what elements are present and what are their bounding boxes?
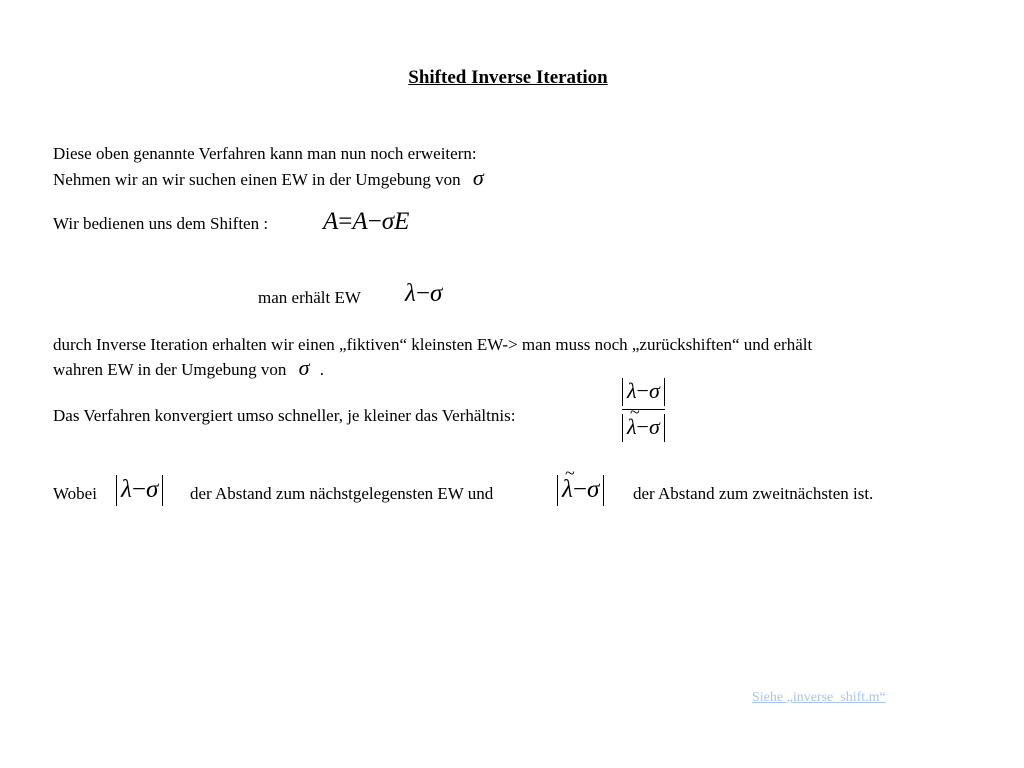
intro-line-2: Nehmen wir an wir suchen einen EW in der Umgebung von σ [53,165,484,190]
shift-line-label: Wir bedienen uns dem Shiften : [53,214,269,233]
lambda-minus-sigma-formula: λ−σ [405,280,443,307]
second-nearest-distance-text: der Abstand zum zweitnächsten ist. [633,484,874,503]
sigma-symbol: σ [472,165,484,190]
nearest-distance-text: der Abstand zum nächstgelegensten EW und [190,484,494,503]
paragraph-line-2: wahren EW in der Umgebung von σ . [53,355,324,380]
intro-line-1: Diese oben genannte Verfahren kann man nun noch erweitern: [53,144,477,163]
wobei-label: Wobei [53,484,97,503]
sigma-symbol-2: σ [298,355,310,380]
eigenvalue-label: man erhält EW [258,288,361,307]
page-title: Shifted Inverse Iteration [408,67,608,88]
convergence-line: Das Verfahren konvergiert umso schneller, je kleiner das Verhältnis: [53,406,516,425]
ratio-fraction [622,378,665,442]
second-nearest-distance-formula: ~ λ−σ [557,475,604,506]
nearest-distance-formula: λ−σ [116,475,163,506]
inverse-shift-link[interactable]: Siehe „inverse_shift.m“ [752,690,886,705]
ratio-numerator: λ−σ [622,378,665,410]
ratio-denominator: ~ λ−σ [622,410,665,442]
shift-formula: A=A−σE [323,208,410,235]
paragraph-line-1: durch Inverse Iteration erhalten wir einen „fiktiven“ kleinsten EW-> man muss noch „zurückshiften“ und erhält [53,335,813,354]
